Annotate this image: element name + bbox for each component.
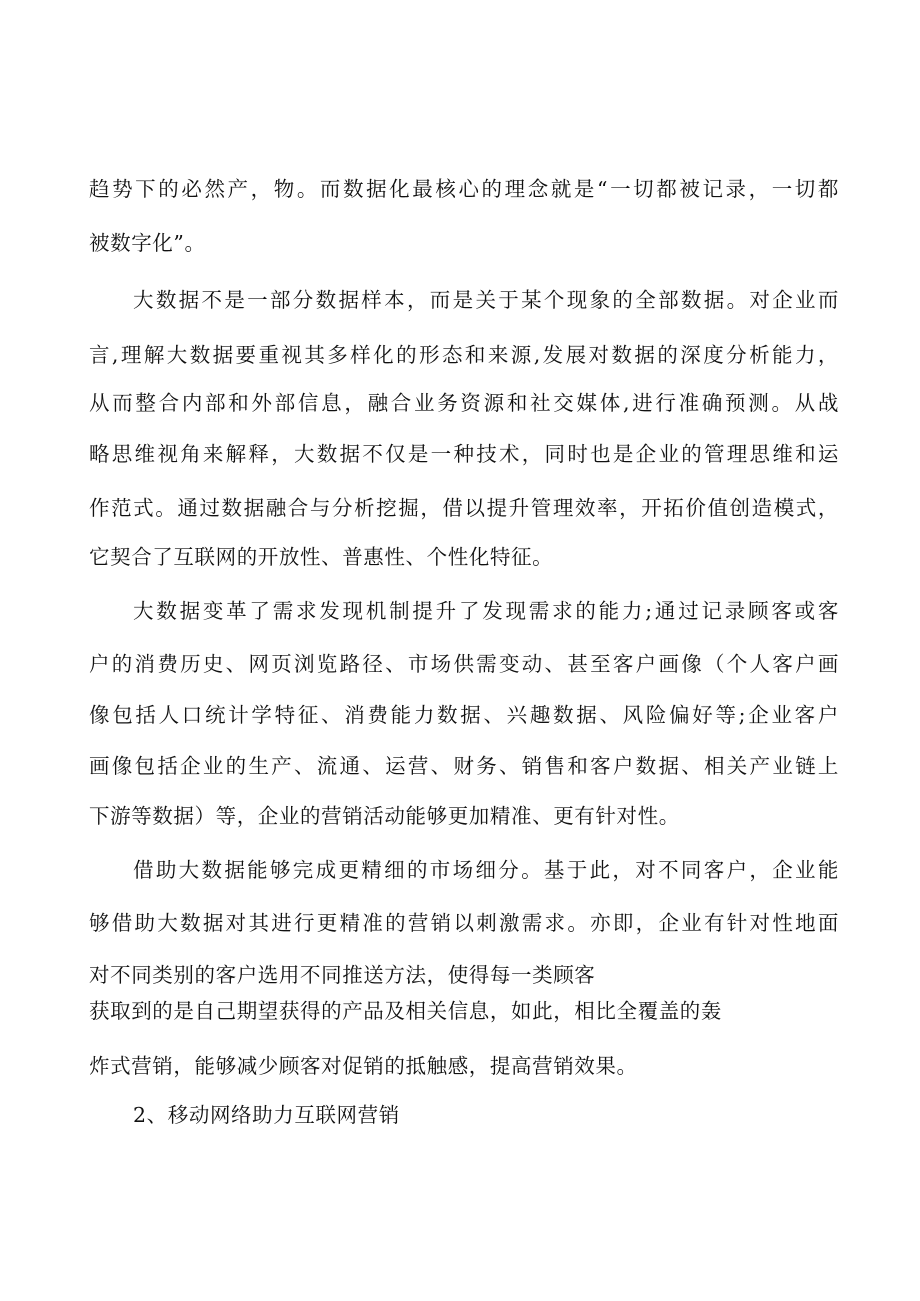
paragraph-2-line-2: 言,理解大数据要重视其多样化的形态和来源,发展对数据的深度分析能力，: [89, 343, 839, 367]
paragraph-2-line-5: 作范式。通过数据融合与分析挖掘，借以提升管理效率，开拓价值创造模式，: [89, 496, 839, 520]
paragraph-4-line-2: 够借助大数据对其进行更精准的营销以刺激需求。亦即，企业有针对性地面: [89, 911, 839, 935]
paragraph-2-line-4: 略思维视角来解释，大数据不仅是一种技术，同时也是企业的管理思维和运: [89, 442, 839, 466]
section-heading: 2、移动网络助力互联网营销: [133, 1103, 400, 1127]
paragraph-3-line-2: 户的消费历史、网页浏览路径、市场供需变动、甚至客户画像（个人客户画: [89, 652, 839, 676]
paragraph-2-line-3: 从而整合内部和外部信息，融合业务资源和社交媒体,进行准确预测。从战: [89, 391, 839, 415]
paragraph-1-line-1: 趋势下的必然产，物。而数据化最核心的理念就是“一切都被记录，一切都: [89, 177, 839, 201]
paragraph-3-line-3: 像包括人口统计学特征、消费能力数据、兴趣数据、风险偏好等;企业客户: [89, 703, 839, 727]
paragraph-3-line-4: 画像包括企业的生产、流通、运营、财务、销售和客户数据、相关产业链上: [89, 754, 839, 778]
paragraph-3-line-5: 下游等数据）等，企业的营销活动能够更加精准、更有针对性。: [89, 804, 680, 828]
paragraph-4-line-4: 获取到的是自己期望获得的产品及相关信息，如此，相比全覆盖的轰: [89, 999, 722, 1023]
paragraph-2-line-1: 大数据不是一部分数据样本，而是关于某个现象的全部数据。对企业而: [133, 288, 839, 312]
paragraph-4-line-3: 对不同类别的客户选用不同推送方法，使得每一类顾客: [89, 963, 596, 987]
paragraph-3-line-1: 大数据变革了需求发现机制提升了发现需求的能力;通过记录顾客或客: [133, 599, 839, 623]
paragraph-4-line-5: 炸式营销，能够减少顾客对促销的抵触感，提高营销效果。: [89, 1054, 638, 1078]
paragraph-2-line-6: 它契合了互联网的开放性、普惠性、个性化特征。: [89, 545, 554, 569]
paragraph-1-line-2: 被数字化”。: [89, 231, 206, 255]
paragraph-4-line-1: 借助大数据能够完成更精细的市场细分。基于此，对不同客户，企业能: [133, 858, 839, 882]
